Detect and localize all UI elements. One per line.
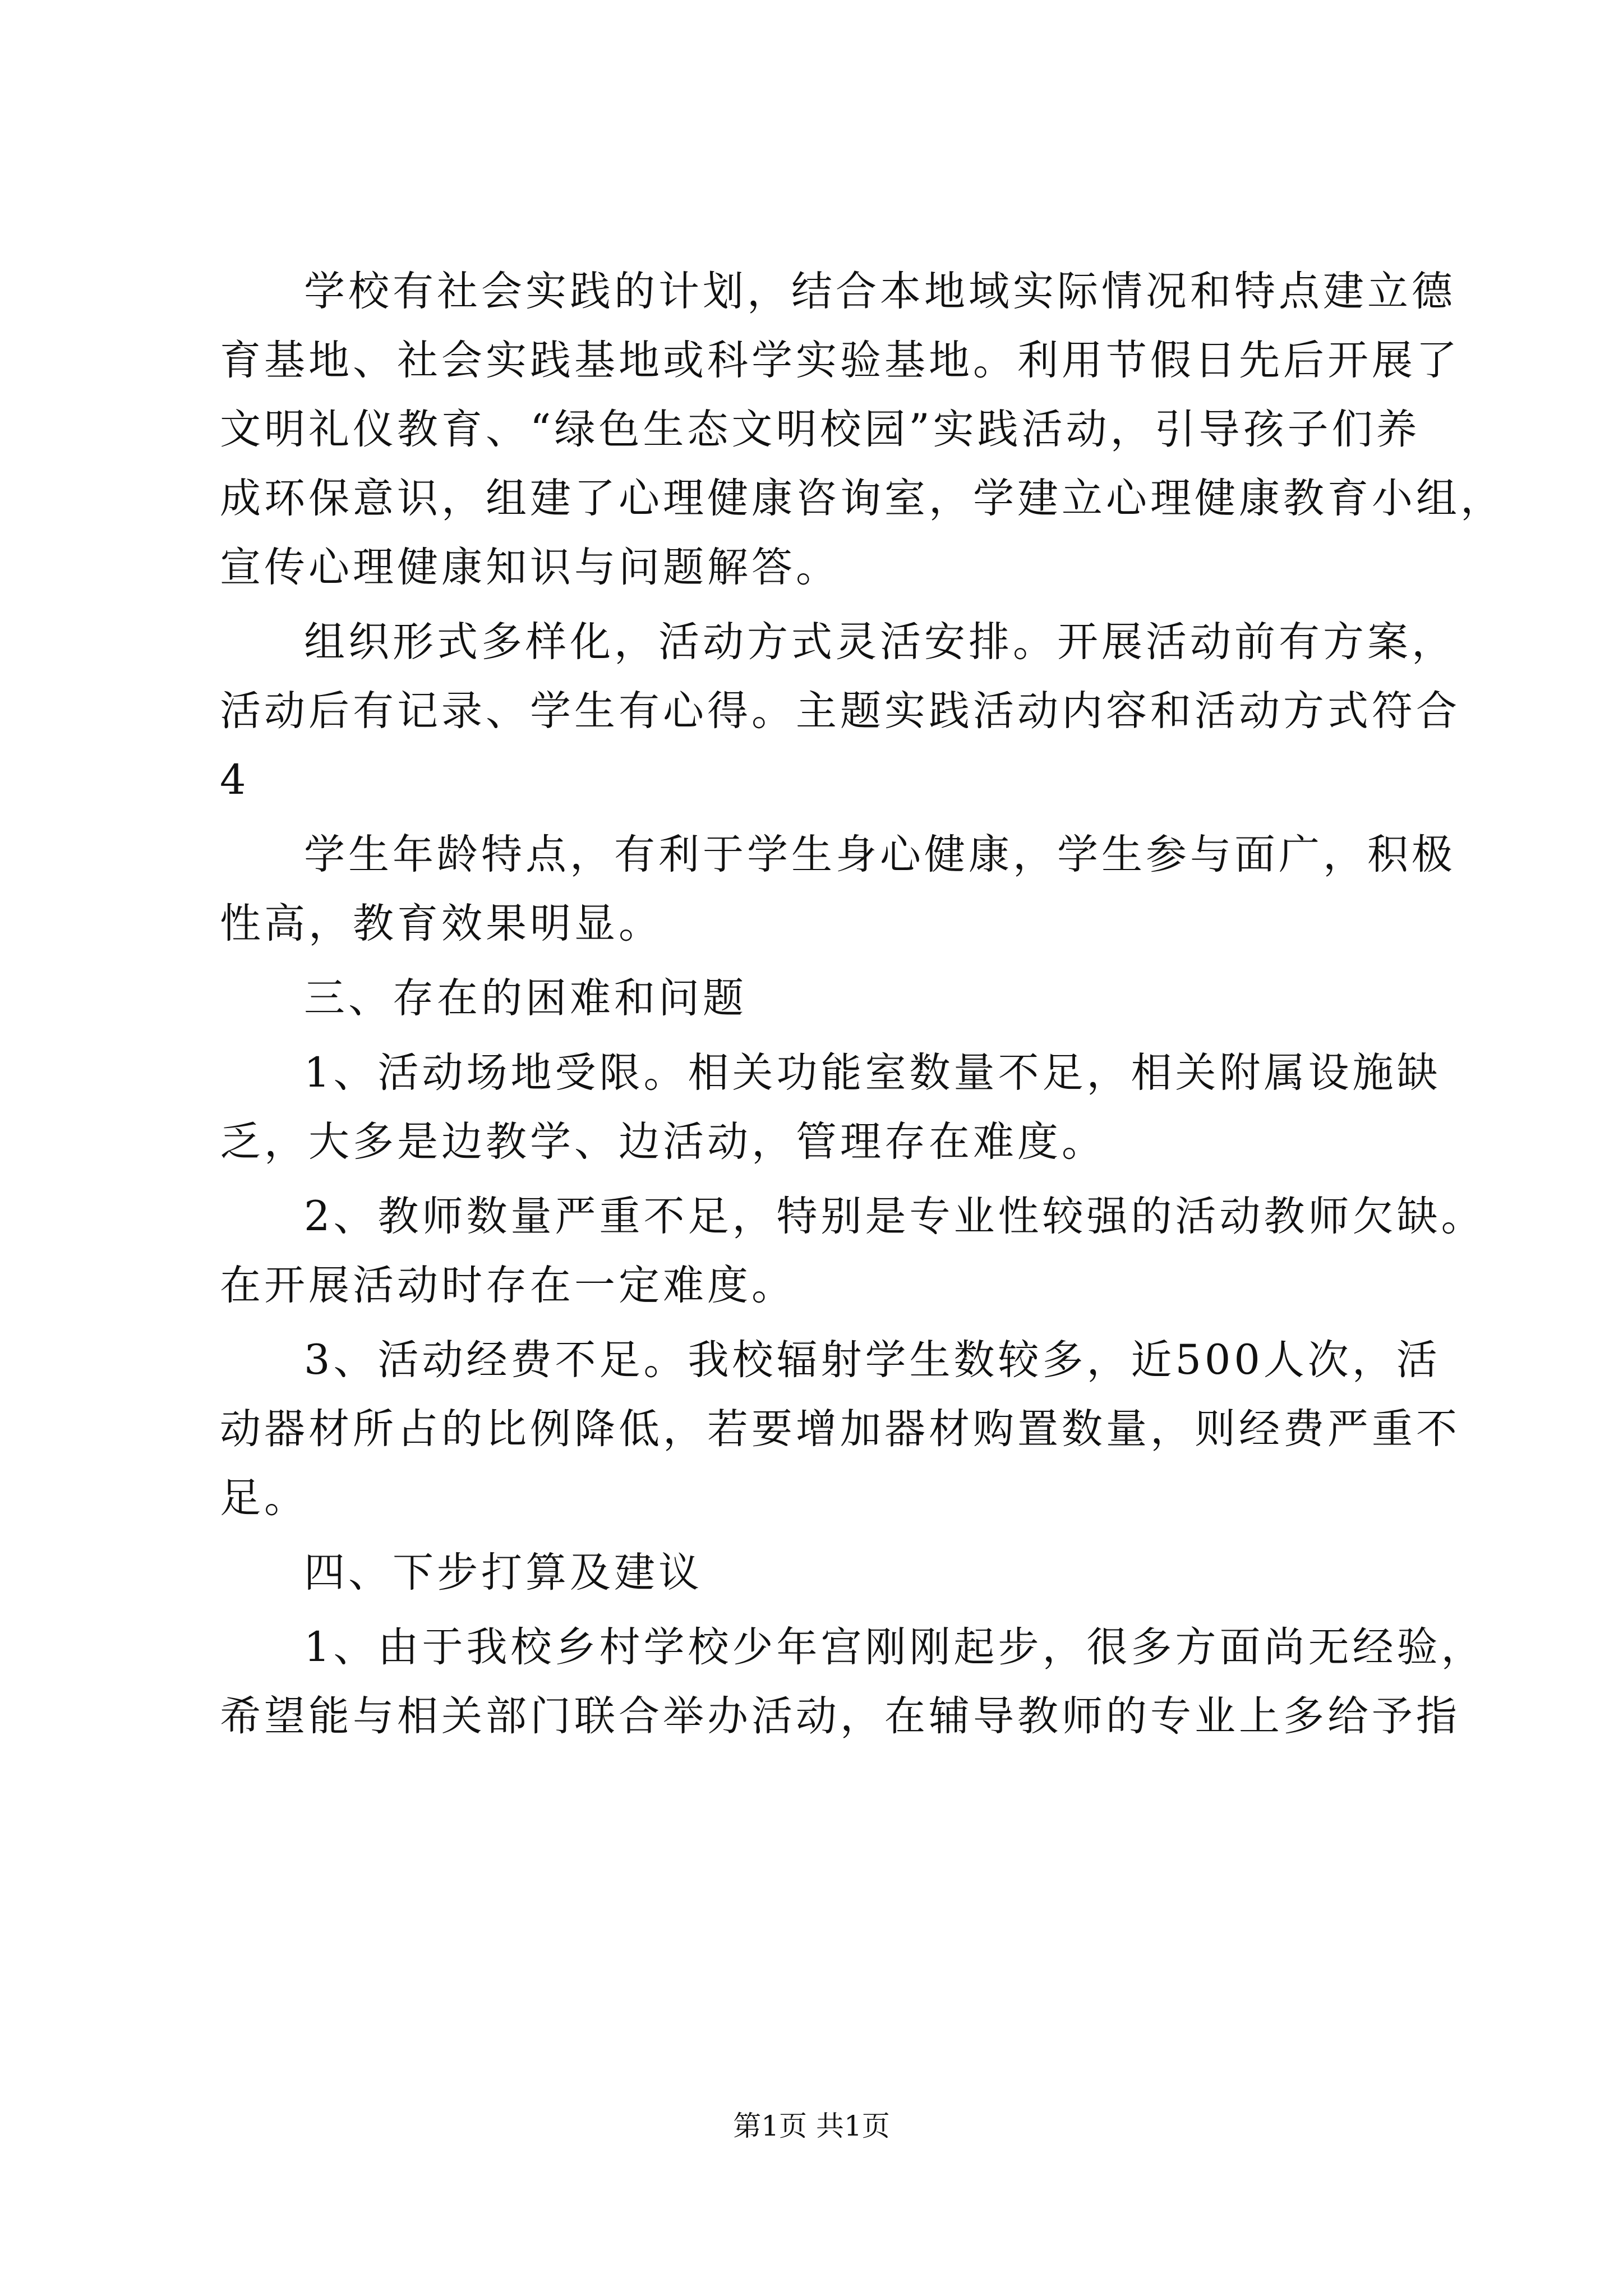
text-line: 足。 xyxy=(220,1474,308,1522)
text-line: 希望能与相关部门联合举办活动，在辅导教师的专业上多给予指 xyxy=(220,1692,1460,1740)
page-footer: 第1页 共1页 xyxy=(733,2110,890,2142)
text-line: 育基地、社会实践基地或科学实验基地。利用节假日先后开展了 xyxy=(220,337,1460,384)
text-line: 文明礼仪教育、“绿色生态文明校园”实践活动，引导孩子们养 xyxy=(220,406,1421,453)
text-line: 宣传心理健康知识与问题解答。 xyxy=(220,544,840,591)
text-line: 1、由于我校乡村学校少年宫刚刚起步，很多方面尚无经验， xyxy=(304,1623,1486,1671)
text-line: 乏，大多是边教学、边活动，管理存在难度。 xyxy=(220,1118,1106,1166)
text-line: 3、活动经费不足。我校辐射学生数较多，近500人次，活 xyxy=(304,1336,1441,1384)
text-line: 动器材所占的比例降低，若要增加器材购置数量，则经费严重不 xyxy=(220,1405,1460,1453)
text-line: 2、教师数量严重不足，特别是专业性较强的活动教师欠缺。 xyxy=(304,1193,1486,1240)
text-line: 成环保意识，组建了心理健康咨询室，学建立心理健康教育小组， xyxy=(220,475,1505,522)
text-line: 学校有社会实践的计划，结合本地域实际情况和特点建立德 xyxy=(304,268,1456,315)
text-line: 活动后有记录、学生有心得。主题实践活动内容和活动方式符合 xyxy=(220,687,1460,735)
text-line: 1、活动场地受限。相关功能室数量不足，相关附属设施缺 xyxy=(304,1049,1441,1097)
text-line: 学生年龄特点，有利于学生身心健康，学生参与面广，积极 xyxy=(304,831,1456,878)
text-line: 在开展活动时存在一定难度。 xyxy=(220,1262,796,1309)
section-heading: 四、下步打算及建议 xyxy=(304,1549,703,1596)
text-line: 组织形式多样化，活动方式灵活安排。开展活动前有方案， xyxy=(304,618,1456,666)
text-line: 4 xyxy=(220,756,250,804)
section-heading: 三、存在的困难和问题 xyxy=(304,974,747,1022)
text-line: 性高，教育效果明显。 xyxy=(220,900,663,947)
